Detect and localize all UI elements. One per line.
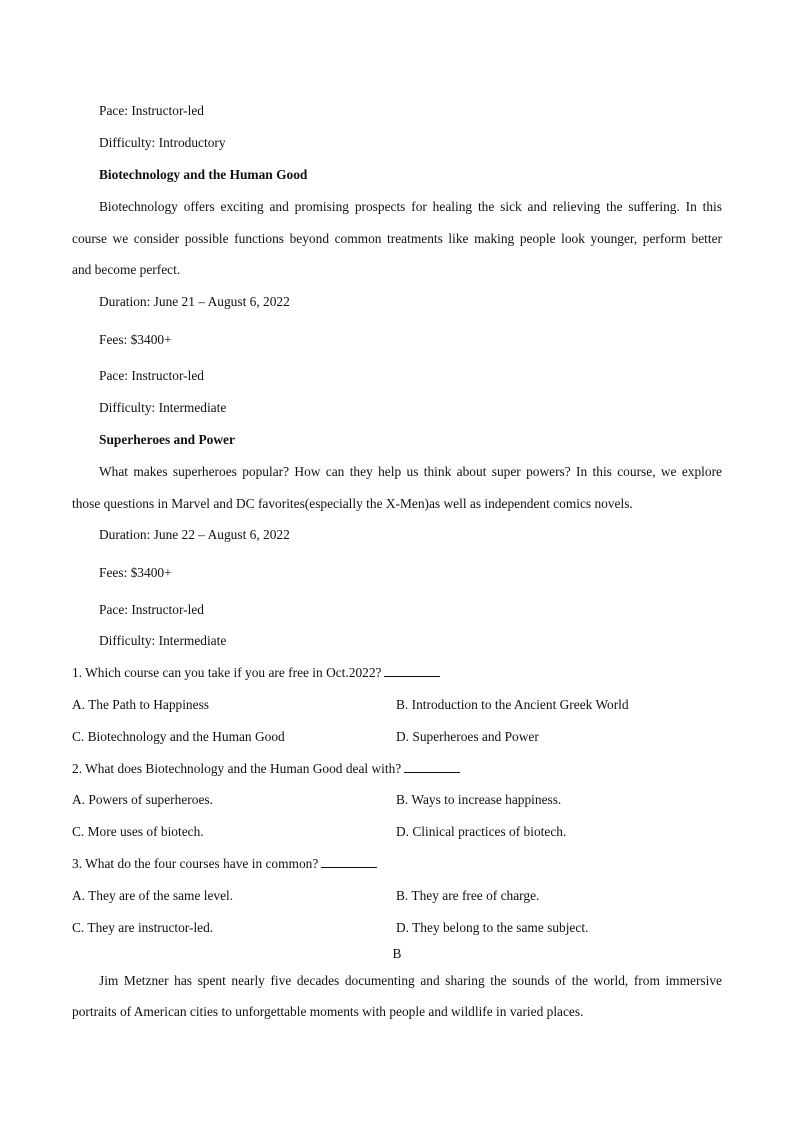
section-b-para-line2: portraits of American cities to unforgettable moments with people and wildlife in varied places.: [72, 1004, 584, 1019]
course-c-difficulty: Difficulty: Introductory: [99, 135, 226, 150]
course-superheroes-fees: Fees: $3400+: [99, 565, 172, 580]
question-3-option-b: B. They are free of charge.: [396, 888, 540, 903]
course-biotech-desc-line1: Biotechnology offers exciting and promising prospects for healing the sick and relieving the suffering. In this: [99, 199, 722, 214]
course-c-pace: Pace: Instructor-led: [99, 103, 204, 118]
course-biotech-fees: Fees: $3400+: [99, 332, 172, 347]
course-biotech-duration: Duration: June 21 – August 6, 2022: [99, 294, 290, 309]
question-3-option-c: C. They are instructor-led.: [72, 920, 214, 935]
course-superheroes-difficulty: Difficulty: Intermediate: [99, 633, 227, 648]
course-superheroes-pace: Pace: Instructor-led: [99, 602, 204, 617]
question-1-stem: [72, 665, 440, 681]
question-2-option-c: C. More uses of biotech.: [72, 824, 204, 839]
answer-blank: [321, 856, 377, 868]
question-1-option-c: C. Biotechnology and the Human Good: [72, 729, 285, 744]
question-2-option-d: D. Clinical practices of biotech.: [396, 824, 567, 839]
question-1-option-a: A. The Path to Happiness: [72, 697, 209, 712]
section-b-label: B: [392, 946, 402, 961]
course-superheroes-duration: Duration: June 22 – August 6, 2022: [99, 527, 290, 542]
question-1-option-b: B. Introduction to the Ancient Greek World: [396, 697, 629, 712]
question-stem-text: 1. Which course can you take if you are free in Oct.2022?: [72, 665, 382, 680]
answer-blank: [384, 665, 440, 677]
question-1-option-d: D. Superheroes and Power: [396, 729, 539, 744]
course-biotech-pace: Pace: Instructor-led: [99, 368, 204, 383]
question-2-stem: [72, 761, 460, 777]
question-stem-text: 2. What does Biotechnology and the Human Good deal with?: [72, 761, 402, 776]
course-superheroes-desc-line1: What makes superheroes popular? How can they help us think about super powers? In this course, we explore: [99, 464, 722, 479]
question-3-option-a: A. They are of the same level.: [72, 888, 234, 903]
question-3-option-d: D. They belong to the same subject.: [396, 920, 589, 935]
question-stem-text: 3. What do the four courses have in common?: [72, 856, 319, 871]
section-b-para-line1: Jim Metzner has spent nearly five decades documenting and sharing the sounds of the world, from immersive: [99, 973, 722, 988]
course-biotech-desc-line3: and become perfect.: [72, 262, 181, 277]
course-biotech-difficulty: Difficulty: Intermediate: [99, 400, 227, 415]
question-2-option-b: B. Ways to increase happiness.: [396, 792, 562, 807]
course-biotech-desc-line2: course we consider possible functions beyond common treatments like making people look younger, perform better: [72, 231, 722, 246]
question-2-option-a: A. Powers of superheroes.: [72, 792, 213, 807]
course-superheroes-desc-line2: those questions in Marvel and DC favorites(especially the X-Men)as well as independent comics novels.: [72, 496, 633, 511]
course-biotech-title: Biotechnology and the Human Good: [99, 167, 308, 182]
course-superheroes-title: Superheroes and Power: [99, 432, 235, 447]
answer-blank: [404, 761, 460, 773]
question-3-stem: [72, 856, 377, 872]
